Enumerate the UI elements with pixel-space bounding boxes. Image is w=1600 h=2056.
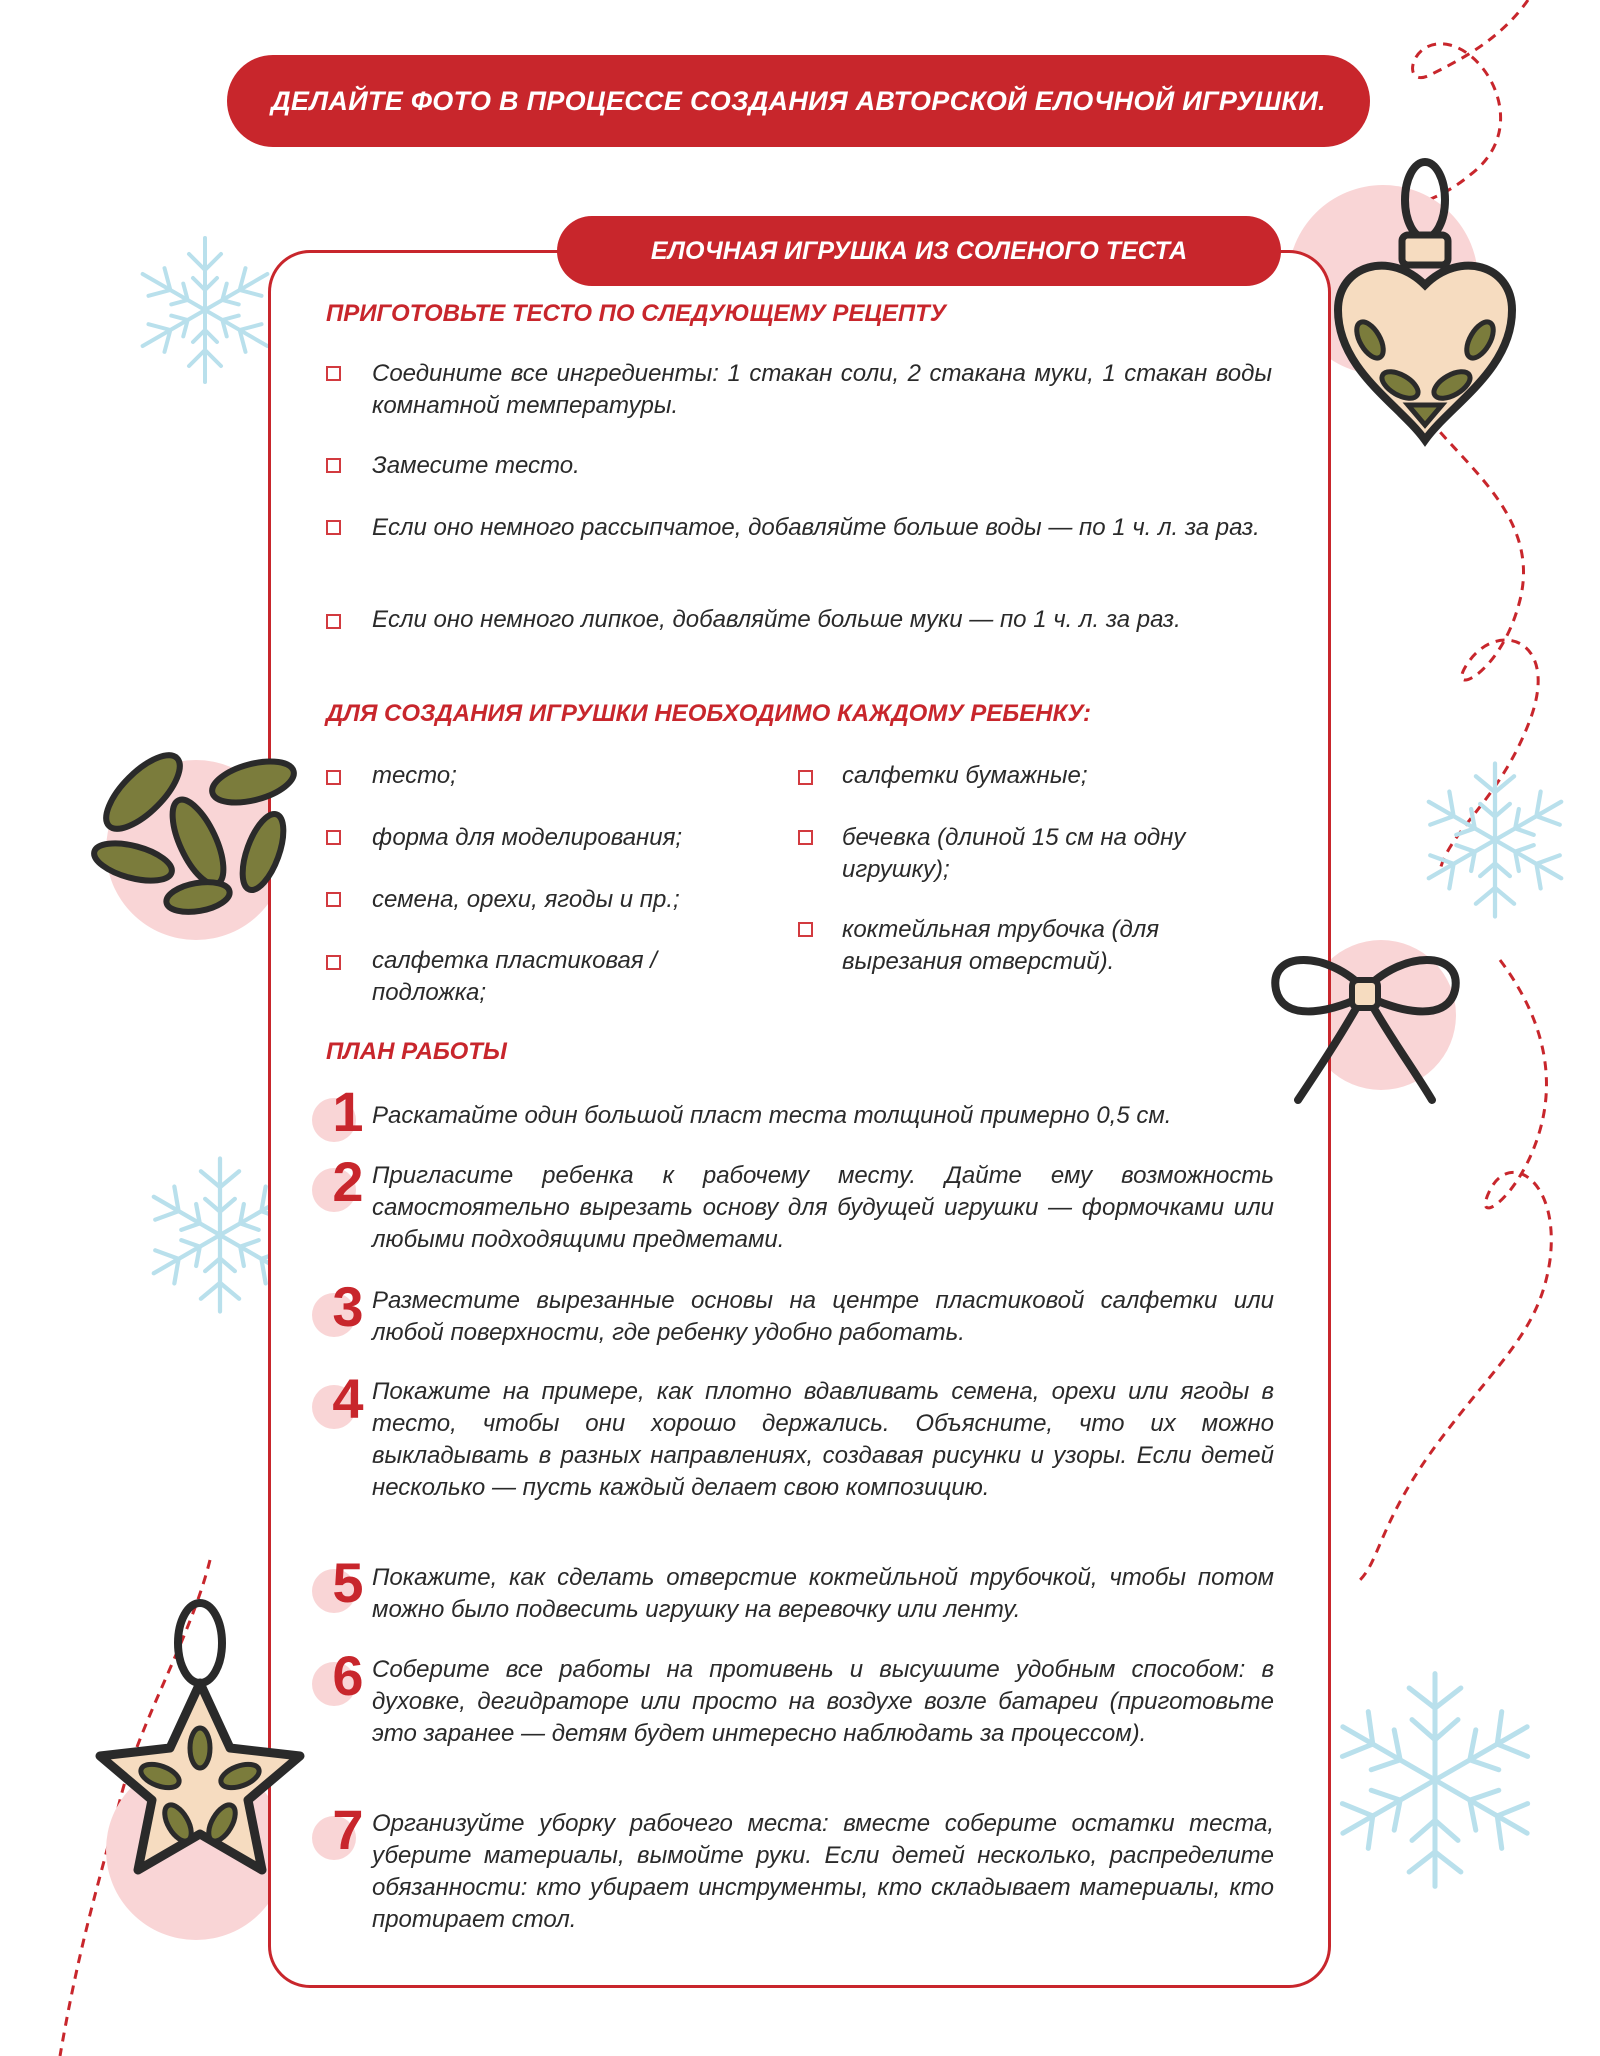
card-title: ЕЛОЧНАЯ ИГРУШКА ИЗ СОЛЕНОГО ТЕСТА	[650, 236, 1188, 265]
plan-heading: ПЛАН РАБОТЫ	[326, 1038, 507, 1065]
step-number: 7	[318, 1802, 378, 1858]
checkbox[interactable]	[326, 458, 341, 473]
top-banner	[227, 55, 1370, 147]
star-ornament-icon	[80, 1588, 320, 1888]
checkbox[interactable]	[326, 520, 341, 535]
snowflake-icon	[1410, 755, 1580, 925]
material-item: салфетки бумажные;	[842, 762, 1088, 789]
checkbox[interactable]	[326, 614, 341, 629]
material-item: салфетка пластиковая / подложка;	[372, 947, 657, 1006]
materials-heading: ДЛЯ СОЗДАНИЯ ИГРУШКИ НЕОБХОДИМО КАЖДОМУ РЕБЕНКУ:	[326, 700, 1091, 727]
checkbox[interactable]	[326, 366, 341, 381]
banner-text: ДЕЛАЙТЕ ФОТО В ПРОЦЕССЕ СОЗДАНИЯ АВТОРСКОЙ ЕЛОЧНОЙ ИГРУШКИ.	[271, 85, 1326, 116]
step-number: 1	[318, 1084, 378, 1140]
recipe-item: Если оно немного рассыпчатое, добавляйте больше воды — по 1 ч. л. за раз.	[372, 514, 1260, 541]
recipe-item: Соедините все ингредиенты: 1 стакан соли, 2 стакана муки, 1 стакан воды комнатной температуры.	[372, 360, 1272, 419]
seeds-icon	[88, 742, 298, 917]
material-item: тесто;	[372, 762, 457, 789]
step-number: 2	[318, 1154, 378, 1210]
material-item: семена, орехи, ягоды и пр.;	[372, 886, 680, 913]
checkbox[interactable]	[798, 770, 813, 785]
recipe-item: Если оно немного липкое, добавляйте больше муки — по 1 ч. л. за раз.	[372, 606, 1181, 633]
plan-step: Покажите на примере, как плотно вдавливать семена, орехи или ягоды в тесто, чтобы они хорошо держались. Объясните, что их можно выкладывать в разных направлениях, создавая рисунки и узоры. Если детей несколько — пусть каждый делает свою композицию.	[372, 1378, 1274, 1501]
checkbox[interactable]	[326, 955, 341, 970]
step-number: 5	[318, 1555, 378, 1611]
checkbox[interactable]	[798, 922, 813, 937]
heart-ornament-icon	[1330, 155, 1530, 455]
plan-step: Соберите все работы на противень и высушите удобным способом: в духовке, дегидраторе или просто на воздухе возле батареи (приготовьте это заранее — детям будет интересно наблюдать за процессом).	[372, 1656, 1274, 1747]
checkbox[interactable]	[798, 830, 813, 845]
recipe-heading: ПРИГОТОВЬТЕ ТЕСТО ПО СЛЕДУЮЩЕМУ РЕЦЕПТУ	[326, 300, 947, 327]
plan-step: Организуйте уборку рабочего места: вместе соберите остатки теста, уберите материалы, вымойте руки. Если детей несколько, распределите обязанности: кто убирает инструменты, кто складывает материалы, кто протирает стол.	[372, 1810, 1274, 1933]
material-item: бечевка (длиной 15 см на одну игрушку);	[842, 824, 1186, 883]
bow-icon	[1268, 950, 1463, 1110]
plan-step: Разместите вырезанные основы на центре пластиковой салфетки или любой поверхности, где ребенку удобно работать.	[372, 1287, 1274, 1346]
recipe-item: Замесите тесто.	[372, 452, 580, 479]
snowflake-icon	[1320, 1660, 1550, 1900]
snowflake-icon	[125, 230, 285, 390]
checkbox[interactable]	[326, 770, 341, 785]
plan-step: Пригласите ребенка к рабочему месту. Дайте ему возможность самостоятельно вырезать основу для будущей игрушки — формочками или любыми подходящими предметами.	[372, 1162, 1274, 1253]
step-number: 6	[318, 1648, 378, 1704]
checkbox[interactable]	[326, 892, 341, 907]
plan-step: Покажите, как сделать отверстие коктейльной трубочкой, чтобы потом можно было подвесить игрушку на веревочку или ленту.	[372, 1564, 1274, 1623]
card-title-tab	[557, 216, 1281, 286]
plan-step: Раскатайте один большой пласт теста толщиной примерно 0,5 см.	[372, 1102, 1172, 1129]
material-item: форма для моделирования;	[372, 824, 683, 851]
step-number: 4	[318, 1371, 378, 1427]
material-item: коктейльная трубочка (для вырезания отверстий).	[842, 916, 1160, 975]
checkbox[interactable]	[326, 830, 341, 845]
step-number: 3	[318, 1279, 378, 1335]
